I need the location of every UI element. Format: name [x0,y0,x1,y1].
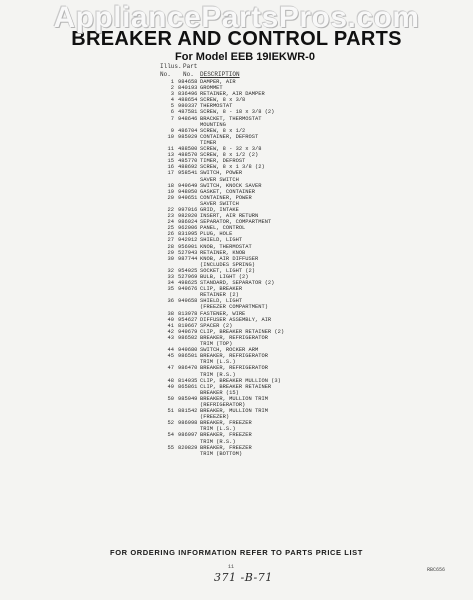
part-description: TRIM (BOTTOM) [200,450,243,457]
part-description: TRIM (TOP) [200,341,233,348]
part-number: 986501 [178,353,198,360]
illus-number: 10 [167,133,174,140]
part-number: 986470 [178,365,198,372]
part-description: TRIM (L.S.) [200,359,236,366]
part-number: 488654 [178,97,198,104]
illus-number: 15 [167,158,174,165]
illus-number: 41 [167,322,174,329]
part-description: SPACER (2) [200,322,233,329]
part-description: SWITCH, POWER [200,170,243,177]
part-number: 997016 [178,206,198,213]
part-description: SHIELD, LIGHT [200,237,243,244]
part-number: 814035 [178,377,198,384]
part-description: TRIM (L.S.) [200,426,236,433]
illus-number: 22 [167,206,174,213]
part-description: SWITCH, KNOCK SAVER [200,182,262,189]
part-number: 980337 [178,103,198,110]
part-number: 865861 [178,383,198,390]
part-description: (REFRIGERATOR) [200,401,246,408]
illus-number: 36 [167,298,174,305]
part-number: 831995 [178,231,198,238]
part-number: 498625 [178,280,198,287]
model-line: For Model EEB 19IEKWR-0 [175,51,315,63]
parts-rows [160,79,320,457]
part-description: GASKET, CONTAINER [200,188,255,195]
illus-number: 25 [167,225,174,232]
part-description: BULB, LIGHT (2) [200,274,249,280]
part-no-header: No. [183,71,194,78]
part-description: SEPARATOR, COMPARTMENT [200,219,272,226]
part-description: CLIP, BREAKER RETAINER [200,383,272,390]
part-number: 527943 [178,249,198,256]
part-description: INSERT, AIR RETURN [200,213,259,220]
illus-number: 55 [167,444,174,451]
illus-number: 3 [170,91,174,98]
part-number: 836496 [178,91,198,98]
illus-number: 32 [167,267,174,274]
illus-number: 2 [170,85,174,92]
part-number: 485770 [178,158,198,165]
illus-number: 16 [167,164,174,171]
illus-number: 23 [167,213,174,220]
part-number: 488500 [178,146,198,153]
part-description: SHIELD, LIGHT [200,298,243,305]
part-description: TIMER [200,139,217,146]
part-number: 819667 [178,322,198,329]
part-number: 962006 [178,225,198,232]
part-description: SWITCH, ROCKER ARM [200,347,259,354]
part-number: 985949 [178,395,198,402]
part-number: 956901 [178,243,198,250]
part-number: 986024 [178,219,198,226]
part-description: BREAKER, FREEZER [200,432,252,439]
illus-number: 42 [167,328,174,335]
illus-number: 49 [167,383,174,390]
part-number: 949658 [178,298,198,305]
part-number: 881542 [178,408,198,415]
part-number: 954627 [178,316,198,323]
part-number: 840193 [178,85,198,92]
part-description: RETAINER (2) [200,292,239,299]
illus-number: 1 [170,79,174,85]
part-number: 954025 [178,267,198,274]
part-number: 488570 [178,152,198,159]
illus-header: Illus. [160,63,182,70]
part-description: BREAKER, REFRIGERATOR [200,353,268,360]
illus-number: 26 [167,231,174,238]
illus-number: 51 [167,408,174,415]
part-number: 986998 [178,420,198,427]
part-description: MOUNTING [200,121,226,128]
illus-number: 33 [167,274,174,280]
part-description: (INCLUDES SPRING) [200,261,255,268]
column-headers-2 [160,71,320,79]
part-description: KNOB, THERMOSTAT [200,243,252,250]
document-code: RBC656 [427,567,446,573]
part-description: SAVER SWITCH [200,200,239,207]
part-description: BREAKER, REFRIGERATOR [200,365,268,372]
part-description: RETAINER, AIR DAMPER [200,91,265,98]
column-headers [160,63,320,71]
part-description: BRACKET, THERMOSTAT [200,115,262,122]
illus-number [160,451,178,457]
illus-number: 29 [167,249,174,256]
part-number: 948646 [178,115,198,122]
part-number: 949676 [178,286,198,293]
part-description: SAVER SWITCH [200,176,239,183]
part-number: 486704 [178,127,198,134]
illus-number: 44 [167,347,174,354]
part-number: 986997 [178,432,198,439]
part-description: (FREEZER COMPARTMENT) [200,304,268,311]
part-number: 986502 [178,334,198,341]
part-description: SCREW, 8 - 18 x 3/8 (2) [200,109,275,116]
ordering-note: FOR ORDERING INFORMATION REFER TO PARTS PRICE LIST [110,548,363,557]
illus-number: 47 [167,365,174,372]
part-description: TIMER, DEFROST [200,158,246,165]
illus-number: 7 [170,115,174,122]
illus-number: 19 [167,188,174,195]
part-description: SCREW, 8 - 32 x 3/8 [200,146,262,153]
part-description: BREAKER, MULLION TRIM [200,408,268,415]
part-number: 985929 [178,133,198,140]
part-description: FASTENER, WIRE [200,310,246,317]
illus-number: 48 [167,377,174,384]
part-number: 949679 [178,328,198,335]
part-number: 942912 [178,237,198,244]
part-description: SCREW, 8 x 1 3/8 (2) [200,164,265,171]
part-number: 949651 [178,194,198,201]
part-number: 958541 [178,170,198,177]
illus-number: 54 [167,432,174,439]
illus-number: 30 [167,255,174,262]
illus-number: 13 [167,152,174,159]
illus-number: 40 [167,316,174,323]
part-description: BREAKER, FREEZER [200,420,252,427]
table-row [160,451,320,457]
illus-number: 50 [167,395,174,402]
part-number: 813978 [178,310,198,317]
part-description: CONTAINER, DEFROST [200,133,259,140]
part-description: GROMMET [200,85,223,92]
illus-number: 9 [170,127,174,134]
part-description: SCREW, 8 x 1/2 [200,127,246,134]
part-description: STANDARD, SEPARATOR (2) [200,280,275,287]
illus-number: 18 [167,182,174,189]
illus-number: 11 [167,146,174,153]
part-number: 949680 [178,347,198,354]
part-number: 820829 [178,444,198,451]
illus-number: 24 [167,219,174,226]
parts-list [160,63,320,457]
illus-number: 52 [167,420,174,427]
watermark: AppliancePartsPros.com [53,1,420,34]
illus-number: 38 [167,310,174,317]
illus-number: 6 [170,109,174,116]
part-description: DAMPER, AIR [200,79,236,85]
illus-number: 28 [167,243,174,250]
part-description: BREAKER, REFRIGERATOR [200,334,268,341]
part-description: BREAKER (15) [200,389,239,396]
illus-number: 34 [167,280,174,287]
part-number: 488692 [178,164,198,171]
part-description: DIFFUSER ASSEMBLY, AIR [200,316,272,323]
part-number [178,451,200,457]
illus-number: 27 [167,237,174,244]
page-number: 11 [228,564,235,570]
part-number: 949649 [178,182,198,189]
part-description: SCREW, 8 x 3/8 [200,97,246,104]
part-number: 487581 [178,109,198,116]
part-description: TRIM (R.S.) [200,371,236,378]
part-description: PANEL, CONTROL [200,225,246,232]
handwritten-note: 371 -B-71 [214,571,273,584]
no-header: No. [160,71,171,78]
part-description: CLIP, BREAKER MULLION (3) [200,377,281,384]
illus-number: 35 [167,286,174,293]
part-description: BREAKER, MULLION TRIM [200,395,268,402]
part-description: RETAINER, KNOB [200,249,246,256]
illus-number: 4 [170,97,174,104]
part-description: KNOB, AIR DIFFUSER [200,255,259,262]
part-description: CONTAINER, POWER [200,194,252,201]
page-title: BREAKER AND CONTROL PARTS [71,28,402,50]
illus-number: 17 [167,170,174,177]
part-description: THERMOSTAT [200,103,233,110]
part-number: 982020 [178,213,198,220]
illus-number: 43 [167,334,174,341]
part-description: SOCKET, LIGHT (2) [200,267,255,274]
part-description: TRIM (R.S.) [200,438,236,445]
part-description: SCREW, 8 x 1/2 (2) [200,152,259,159]
part-description: PLUG, HOLE [200,231,233,238]
illus-number: 20 [167,194,174,201]
part-number: 527969 [178,274,198,280]
description-header: DESCRIPTION [200,71,240,78]
part-description: GRID, INTAKE [200,206,239,213]
part-description: CLIP, BREAKER RETAINER (2) [200,328,285,335]
part-header: Part [183,63,198,70]
part-number: 984658 [178,79,198,85]
part-description: (FREEZER) [200,414,230,421]
part-description: BREAKER, FREEZER [200,444,252,451]
part-number: 948050 [178,188,198,195]
illus-number: 45 [167,353,174,360]
part-number: 987744 [178,255,198,262]
illus-number: 5 [170,103,174,110]
part-description: CLIP, BREAKER [200,286,243,293]
